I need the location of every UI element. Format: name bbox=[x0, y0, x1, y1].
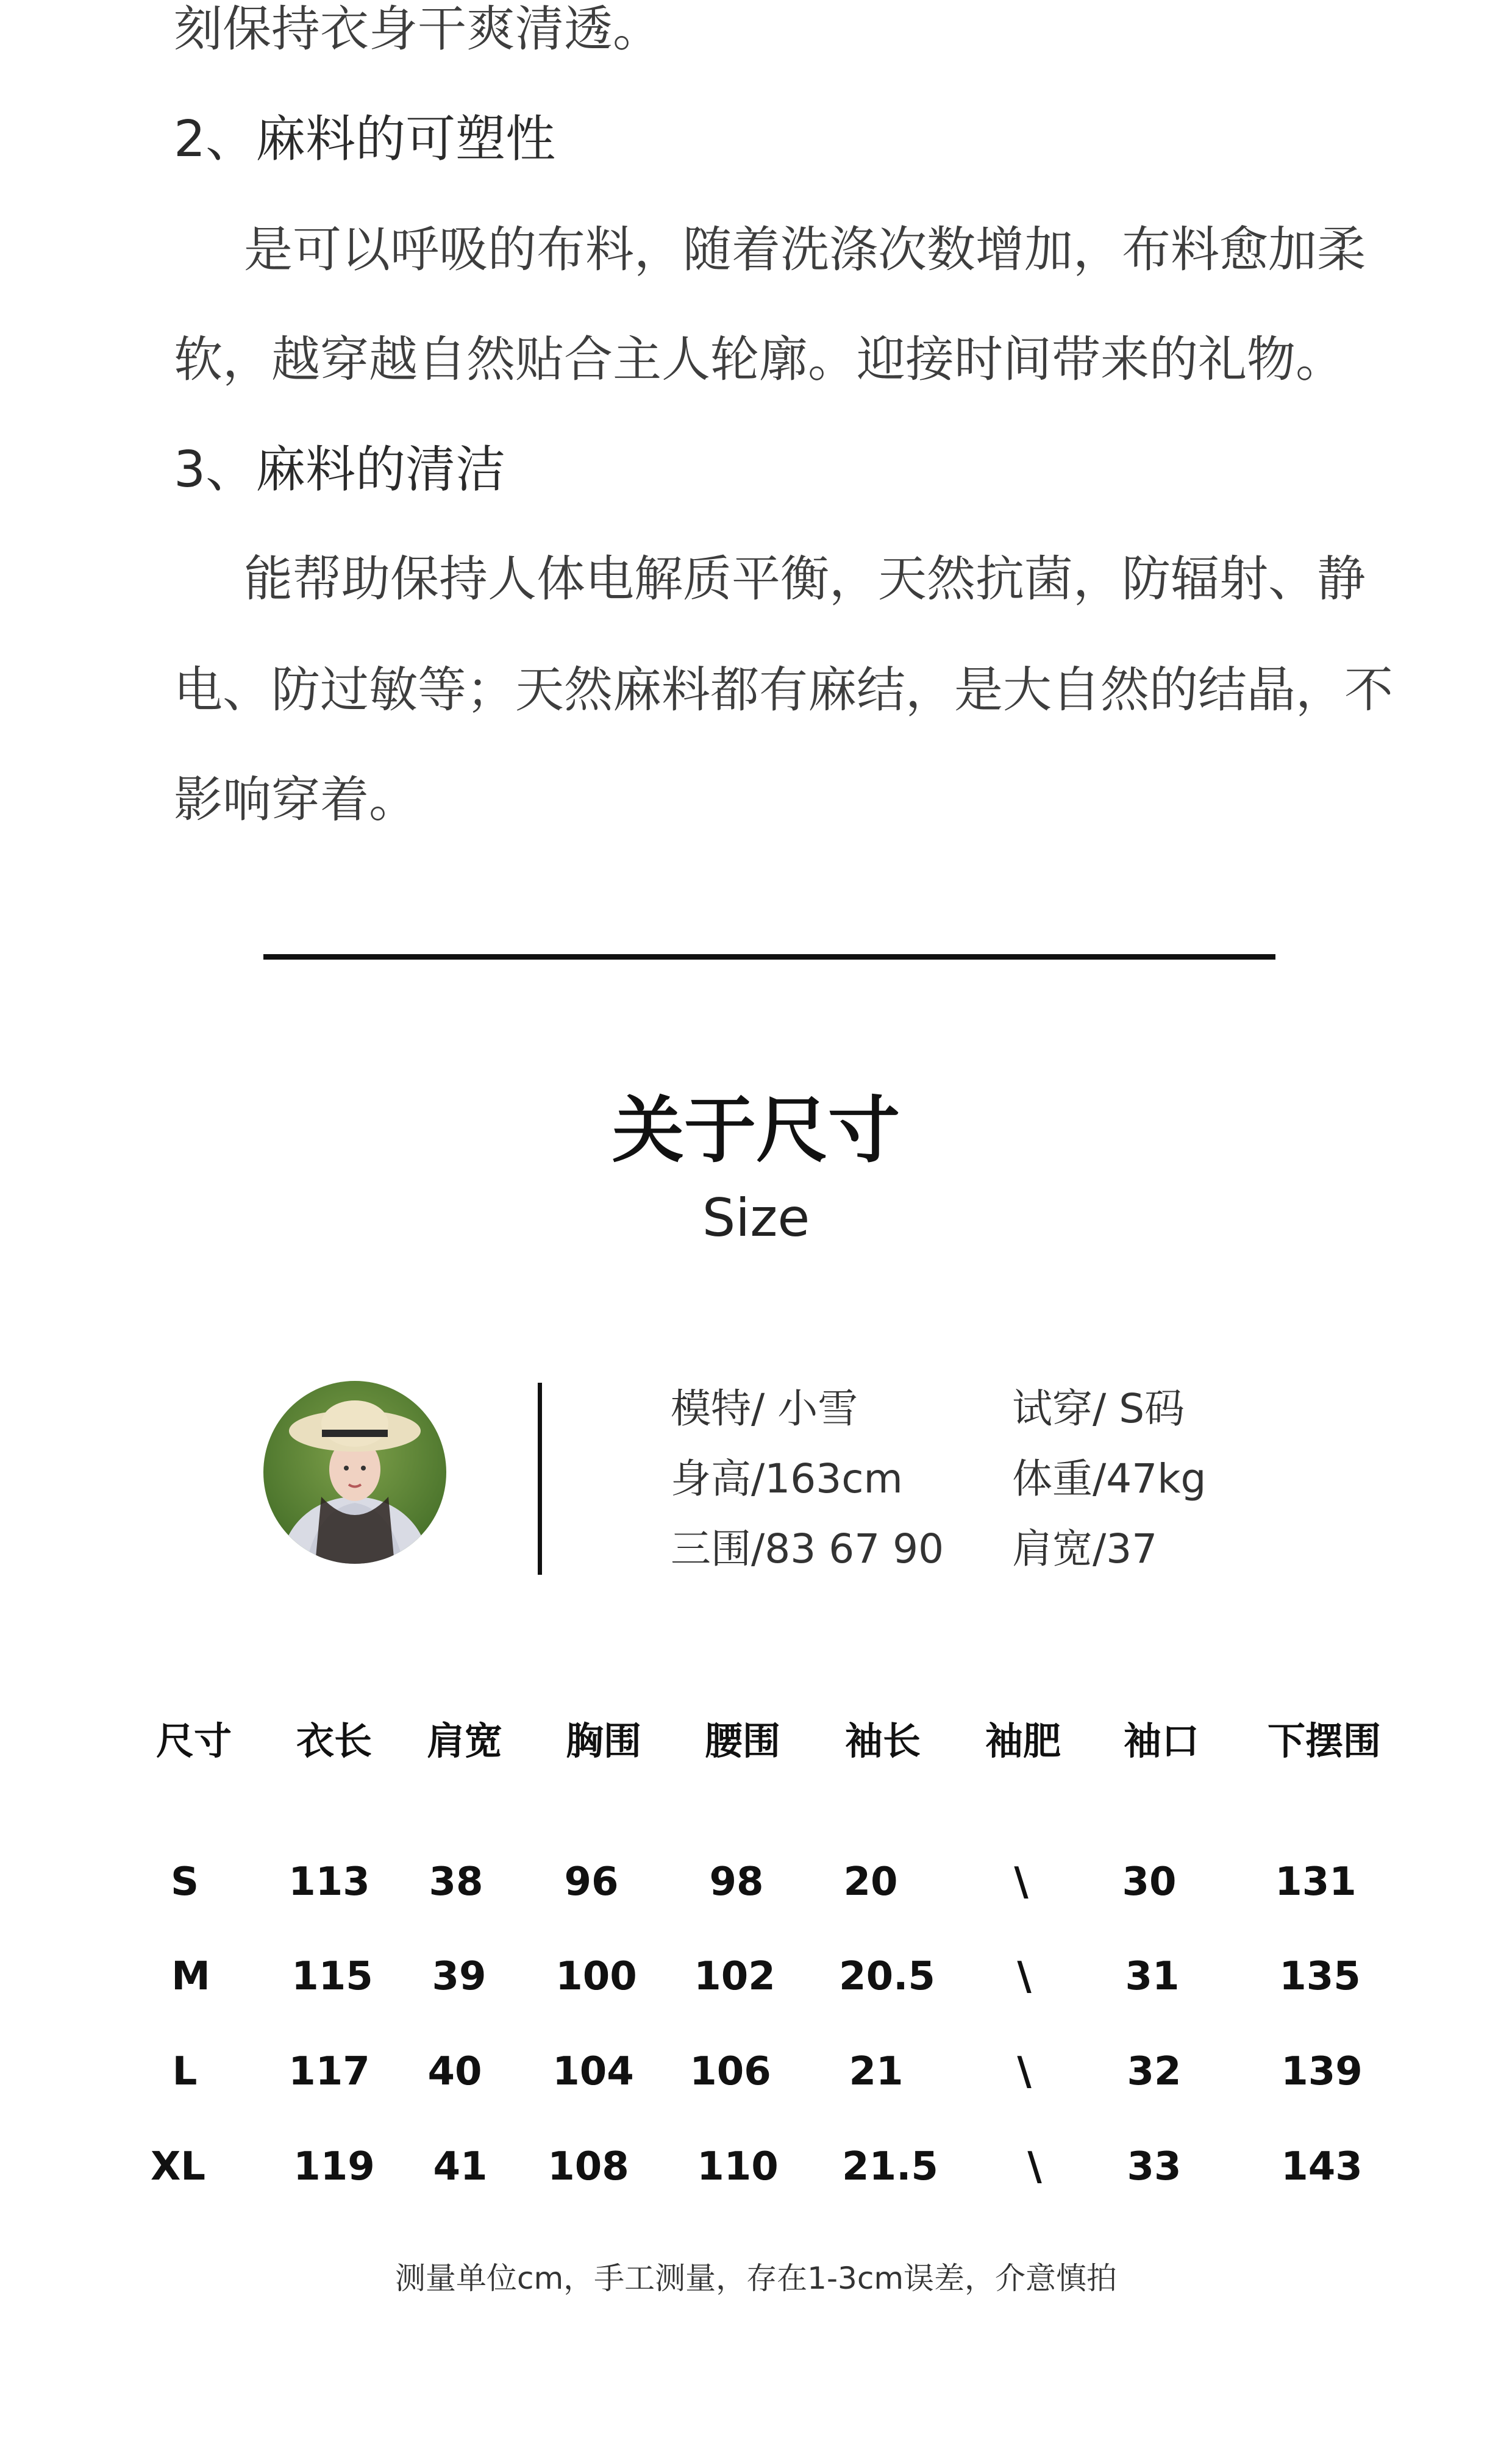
paragraph-line: 刻保持衣身干爽清透。 bbox=[174, 1, 661, 57]
table-cell: 115 bbox=[291, 1954, 373, 1999]
table-cell: \ bbox=[1014, 1859, 1029, 1905]
table-cell: L bbox=[172, 2049, 198, 2094]
table-cell: 100 bbox=[555, 1954, 637, 1999]
table-cell: 102 bbox=[694, 1954, 776, 1999]
table-cell: \ bbox=[1017, 1954, 1032, 1999]
table-cell: XL bbox=[150, 2144, 206, 2189]
table-cell: 41 bbox=[433, 2144, 488, 2189]
table-cell: 21 bbox=[849, 2049, 904, 2094]
table-cell: 98 bbox=[709, 1859, 764, 1905]
table-cell: 113 bbox=[288, 1859, 370, 1905]
table-cell: 135 bbox=[1279, 1954, 1361, 1999]
table-header: 胸围 bbox=[565, 1719, 642, 1763]
table-header: 袖长 bbox=[844, 1719, 921, 1763]
size-title: 关于尺寸 bbox=[612, 1088, 900, 1172]
table-cell: 38 bbox=[429, 1859, 483, 1905]
table-cell: 31 bbox=[1125, 1954, 1180, 1999]
model-tried-size: 试穿/ S码 bbox=[1012, 1385, 1185, 1432]
table-cell: 119 bbox=[293, 2144, 375, 2189]
section-heading-cleaning: 3、麻料的清洁 bbox=[174, 441, 506, 499]
table-cell: 131 bbox=[1275, 1859, 1357, 1905]
paragraph-line: 电、防过敏等；天然麻料都有麻结，是大自然的结晶，不 bbox=[174, 661, 1393, 718]
table-cell: 30 bbox=[1122, 1859, 1177, 1905]
table-cell: 117 bbox=[288, 2049, 370, 2094]
table-cell: M bbox=[171, 1954, 210, 1999]
model-shoulder: 肩宽/37 bbox=[1012, 1525, 1158, 1572]
table-cell: 40 bbox=[427, 2049, 482, 2094]
table-header: 袖口 bbox=[1123, 1719, 1200, 1763]
table-cell: 20 bbox=[843, 1859, 898, 1905]
table-cell: 96 bbox=[564, 1859, 619, 1905]
model-measurements: 三围/83 67 90 bbox=[671, 1525, 944, 1572]
size-subtitle: Size bbox=[702, 1188, 810, 1249]
table-cell: 108 bbox=[547, 2144, 629, 2189]
model-name: 模特/ 小雪 bbox=[671, 1385, 858, 1432]
model-weight: 体重/47kg bbox=[1012, 1455, 1207, 1502]
measurement-note: 测量单位cm，手工测量，存在1-3cm误差，介意慎拍 bbox=[394, 2261, 1118, 2296]
table-cell: 32 bbox=[1127, 2049, 1182, 2094]
table-header: 下摆围 bbox=[1267, 1719, 1382, 1763]
table-cell: 33 bbox=[1127, 2144, 1182, 2189]
table-header: 肩宽 bbox=[426, 1719, 503, 1763]
table-cell: 143 bbox=[1281, 2144, 1363, 2189]
table-cell: \ bbox=[1027, 2144, 1042, 2189]
table-header: 腰围 bbox=[704, 1719, 781, 1763]
table-cell: 139 bbox=[1281, 2049, 1363, 2094]
paragraph-line: 是可以呼吸的布料，随着洗涤次数增加，布料愈加柔 bbox=[244, 221, 1366, 278]
table-cell: 21.5 bbox=[842, 2144, 938, 2189]
model-height: 身高/163cm bbox=[671, 1455, 903, 1502]
table-header: 尺寸 bbox=[155, 1719, 232, 1763]
paragraph-line: 软，越穿越自然贴合主人轮廓。迎接时间带来的礼物。 bbox=[174, 331, 1344, 388]
model-avatar bbox=[263, 1381, 446, 1564]
section-divider bbox=[263, 954, 1275, 960]
table-cell: \ bbox=[1017, 2049, 1032, 2094]
paragraph-line: 影响穿着。 bbox=[174, 771, 418, 828]
table-cell: 104 bbox=[552, 2049, 634, 2094]
section-heading-plasticity: 2、麻料的可塑性 bbox=[174, 110, 556, 168]
table-cell: S bbox=[170, 1859, 199, 1905]
table-cell: 110 bbox=[697, 2144, 779, 2189]
table-cell: 106 bbox=[690, 2049, 771, 2094]
paragraph-line: 能帮助保持人体电解质平衡，天然抗菌，防辐射、静 bbox=[244, 551, 1366, 607]
table-cell: 39 bbox=[432, 1954, 487, 1999]
table-cell: 20.5 bbox=[839, 1954, 935, 1999]
table-header: 衣长 bbox=[296, 1719, 373, 1763]
table-header: 袖肥 bbox=[985, 1719, 1061, 1763]
model-info-divider bbox=[538, 1383, 542, 1575]
